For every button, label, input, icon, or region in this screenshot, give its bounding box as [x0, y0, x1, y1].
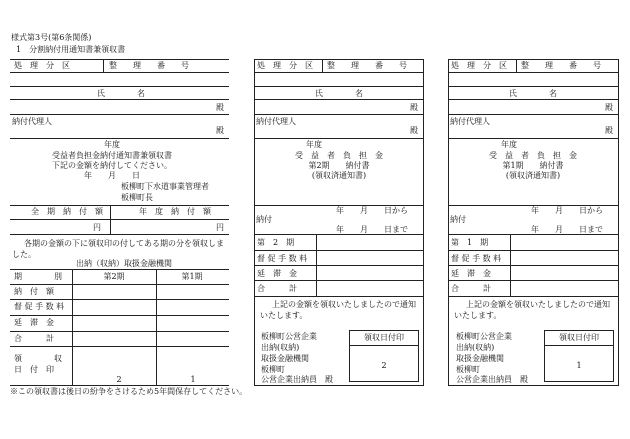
- right-dairinin: 納付代理人: [450, 117, 490, 126]
- right-row-ki: 第 1 期: [451, 238, 489, 247]
- left-tono: 殿: [216, 103, 224, 112]
- right-nofu: 納付: [450, 215, 466, 224]
- left-period1: 第1期: [181, 272, 203, 281]
- right-from: 年 月 日から: [531, 206, 603, 215]
- right-tono: 殿: [605, 103, 613, 112]
- right-org5: 公営企業出納員 殿: [456, 375, 528, 384]
- right-row-gokei: 合 計: [451, 284, 491, 293]
- footer-note: ※この領収書は後日の紛争をさけるため5年間保存してください。: [10, 387, 248, 396]
- left-tono2: 殿: [216, 126, 224, 135]
- mid-col-bunrui: 処 理 分 区: [257, 61, 313, 70]
- left-row-entai: 延 滞 金: [14, 318, 54, 327]
- left-col-seiri: 整 理 番 号: [109, 61, 189, 70]
- right-org1: 板柳町公営企業: [456, 332, 512, 341]
- mid-row-gokei: 合 計: [257, 284, 297, 293]
- mid-col-seiri: 整 理 番 号: [327, 61, 407, 70]
- left-total-label: 全 期 納 付 額: [31, 207, 103, 216]
- mid-stamp-label: 領収日付印: [364, 333, 404, 342]
- left-shuno-header: 出納（収納）取扱金融機関: [76, 259, 172, 268]
- mid-title2: 第2期 納付書: [308, 161, 370, 170]
- mid-to: 年 月 日まで: [336, 225, 408, 234]
- mid-tono: 殿: [410, 103, 418, 112]
- right-title1: 受 益 者 負 担 金: [489, 151, 577, 160]
- mid-org3: 取扱金融機関: [261, 354, 309, 363]
- left-row-tokusoku: 督 促 手 数 料: [14, 302, 65, 311]
- mid-receipt-text: 上記の金額を領収いたしましたので通知いたします。: [260, 300, 416, 320]
- right-nendo: 年度: [501, 140, 517, 149]
- mid-row-ki: 第 2 期: [257, 238, 295, 247]
- mid-shimei: 氏 名: [315, 89, 363, 98]
- right-row-entai: 延 滞 金: [451, 269, 491, 278]
- left-shimei: 氏 名: [97, 89, 145, 98]
- mid-dairinin: 納付代理人: [256, 117, 296, 126]
- right-col-seiri: 整 理 番 号: [521, 61, 601, 70]
- form-number: 様式第3号(第6条関係): [11, 33, 92, 42]
- right-receipt-text: 上記の金額を領収いたしましたので通知いたします。: [454, 300, 610, 320]
- mid-row-tokusoku: 督 促 手 数 料: [257, 254, 308, 263]
- right-tono2: 殿: [605, 126, 613, 135]
- right-title3: (領収済通知書): [505, 171, 561, 180]
- left-yen2: 円: [216, 223, 224, 232]
- left-mayor: 板柳町長: [121, 193, 153, 202]
- mid-org1: 板柳町公営企業: [261, 332, 317, 341]
- right-row-tokusoku: 督 促 手 数 料: [451, 254, 502, 263]
- right-org3: 取扱金融機関: [456, 354, 504, 363]
- mid-title3: (領収済通知書): [311, 171, 367, 180]
- left-instruct: 下記の金額を納付してください。: [52, 161, 172, 170]
- mid-tono2: 殿: [410, 126, 418, 135]
- left-row-gokei: 合 計: [14, 334, 54, 343]
- right-shimei: 氏 名: [509, 89, 557, 98]
- mid-org4: 板柳町: [261, 365, 285, 374]
- mid-nendo: 年度: [306, 140, 322, 149]
- left-note: 各期の金額の下に領収印の付してある期の分を領収しました。: [12, 239, 224, 259]
- mid-from: 年 月 日から: [336, 206, 408, 215]
- right-stamp-num: 1: [576, 361, 582, 370]
- left-hizuke: 日 付 印: [14, 365, 54, 374]
- mid-title1: 受 益 者 負 担 金: [295, 151, 383, 160]
- mid-nofu: 納付: [256, 215, 272, 224]
- left-num1: 1: [190, 375, 196, 384]
- left-doc-title: 受益者負担金納付通知書兼領収書: [52, 151, 172, 160]
- left-date: 年 月 日: [84, 171, 140, 180]
- right-org4: 板柳町: [456, 365, 480, 374]
- mid-org2: 出納(収納): [261, 343, 300, 352]
- left-kibetsu: 期 別: [14, 272, 62, 281]
- left-ryoshu: 領 収: [14, 354, 62, 363]
- left-annual-label: 年 度 納 付 額: [139, 207, 211, 216]
- mid-stamp-num: 2: [381, 361, 387, 370]
- left-manager: 板柳町下水道事業管理者: [121, 182, 209, 191]
- left-nendo: 年度: [104, 140, 120, 149]
- left-period2: 第2期: [103, 272, 125, 281]
- left-row-nofu: 納 付 額: [14, 287, 54, 296]
- left-col-bunrui: 処 理 分 区: [14, 61, 70, 70]
- right-stamp-label: 領収日付印: [559, 333, 599, 342]
- section-title: 1 分割納付用通知書兼領収書: [16, 45, 126, 54]
- mid-row-entai: 延 滞 金: [257, 269, 297, 278]
- right-col-bunrui: 処 理 分 区: [451, 61, 507, 70]
- left-num2: 2: [116, 375, 122, 384]
- mid-org5: 公営企業出納員 殿: [261, 375, 333, 384]
- left-yen1: 円: [93, 223, 101, 232]
- right-org2: 出納(収納): [456, 343, 495, 352]
- left-dairinin: 納付代理人: [12, 117, 52, 126]
- right-title2: 第1期 納付書: [502, 161, 564, 170]
- right-to: 年 月 日まで: [531, 225, 603, 234]
